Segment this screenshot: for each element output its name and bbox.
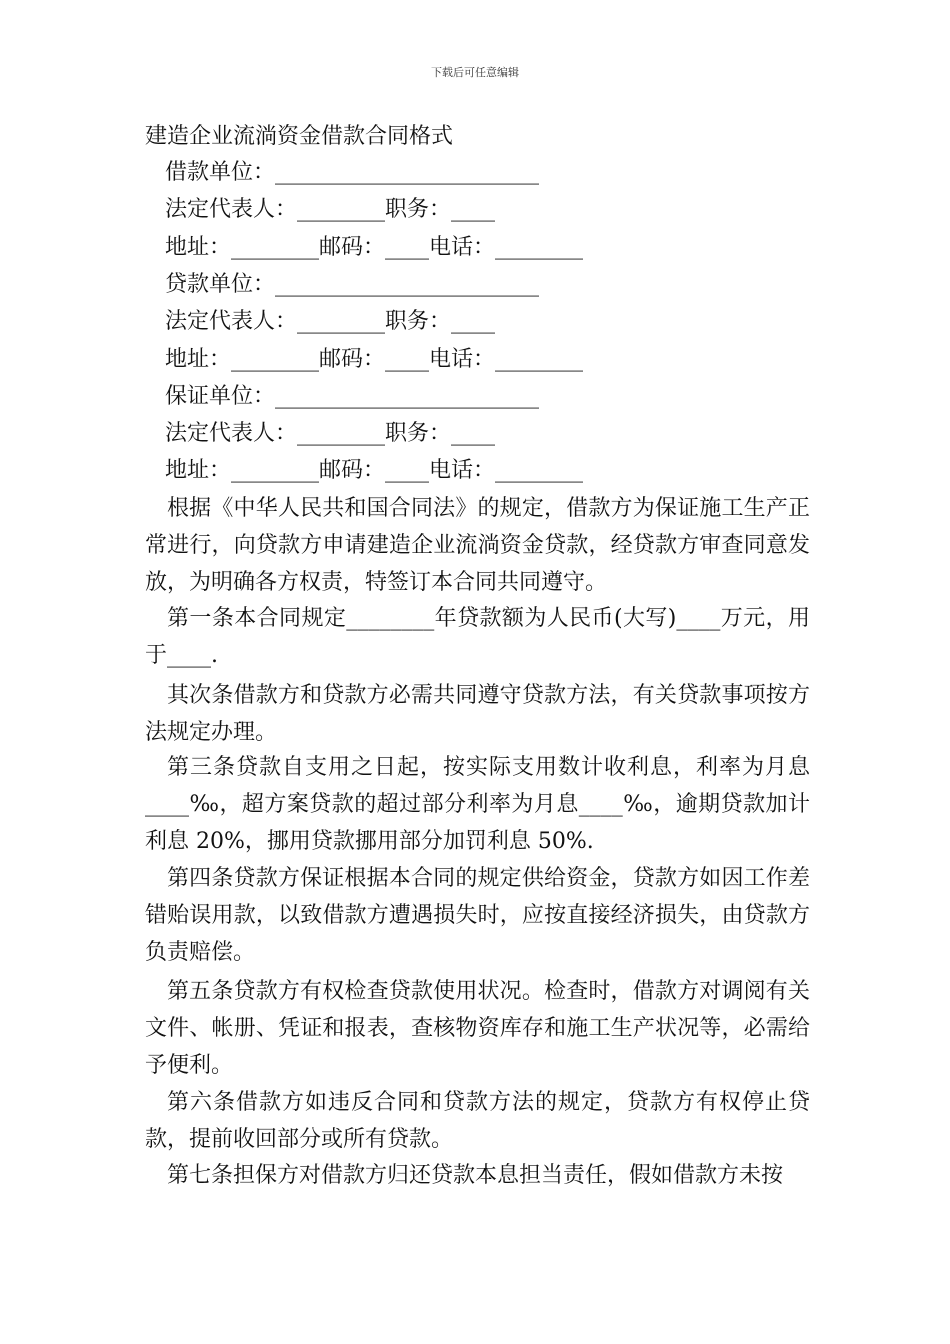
lender-address-field: 地址：________邮码：____电话：________ <box>165 347 584 372</box>
article-1-paragraph: 第一条本合同规定________年贷款额为人民币(大写)____万元，用于____. <box>145 606 810 668</box>
article-5-paragraph: 第五条贷款方有权检查贷款使用状况。检查时，借款方对调阅有关文件、帐册、凭证和报表，查核物资库存和施工生产状况等，必需给予便利。 <box>145 979 810 1078</box>
borrower-address-field: 地址：________邮码：____电话：________ <box>165 235 584 260</box>
guarantor-address-field: 地址：________邮码：____电话：________ <box>165 458 584 483</box>
borrower-unit-field: 借款单位：________________________ <box>165 160 540 185</box>
borrower-legal-rep-field: 法定代表人：________职务：____ <box>165 197 496 222</box>
article-2-paragraph: 其次条借款方和贷款方必需共同遵守贷款方法，有关贷款事项按方法规定办理。 <box>145 683 810 745</box>
article-7-paragraph: 第七条担保方对借款方归还贷款本息担当责任，假如借款方未按 <box>167 1163 784 1188</box>
document-title: 建造企业流淌资金借款合同格式 <box>145 124 454 149</box>
article-3-paragraph: 第三条贷款自支用之日起，按实际支用数计收利息，利率为月息____‰，超方案贷款的超过部分利率为月息____‰，逾期贷款加计利息 20%，挪用贷款挪用部分加罚利息 50%. <box>145 755 810 854</box>
guarantor-legal-rep-field: 法定代表人：________职务：____ <box>165 421 496 446</box>
lender-unit-field: 贷款单位：________________________ <box>165 272 540 297</box>
article-4-paragraph: 第四条贷款方保证根据本合同的规定供给资金，贷款方如因工作差错贻误用款，以致借款方遭遇损失时，应按直接经济损失，由贷款方负责赔偿。 <box>145 866 810 965</box>
page-header: 下载后可任意编辑 <box>431 66 519 79</box>
preamble-paragraph: 根据《中华人民共和国合同法》的规定，借款方为保证施工生产正常进行，向贷款方申请建造企业流淌资金贷款，经贷款方审查同意发放，为明确各方权责，特签订本合同共同遵守。 <box>145 496 810 595</box>
article-6-paragraph: 第六条借款方如违反合同和贷款方法的规定，贷款方有权停止贷款，提前收回部分或所有贷款。 <box>145 1090 810 1152</box>
guarantor-unit-field: 保证单位：________________________ <box>165 384 540 409</box>
lender-legal-rep-field: 法定代表人：________职务：____ <box>165 309 496 334</box>
